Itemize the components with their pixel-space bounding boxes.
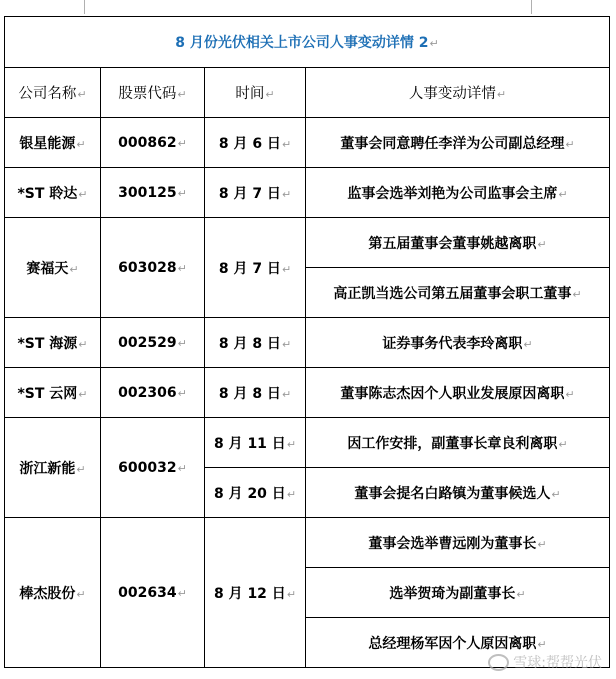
change-date: 8 月 6 日 <box>218 135 281 152</box>
change-detail: 董事会提名白路镇为董事候选人 <box>354 485 551 502</box>
company-name: *ST 云网 <box>17 385 78 402</box>
code-cell <box>101 168 205 218</box>
company-cell <box>5 518 101 668</box>
personnel-table <box>4 16 610 668</box>
company-cell <box>5 318 101 368</box>
paragraph-mark: ↵ <box>286 437 297 451</box>
time-cell <box>205 418 306 468</box>
change-detail: 董事会同意聘任李洋为公司副总经理 <box>340 135 565 152</box>
paragraph-mark: ↵ <box>177 261 187 275</box>
paragraph-mark: ↵ <box>558 187 568 201</box>
title-row <box>5 17 610 68</box>
stock-code: 002634 <box>118 584 177 601</box>
stock-code: 000862 <box>118 134 177 151</box>
company-cell <box>5 218 101 318</box>
table-row <box>5 318 610 368</box>
table-row <box>5 168 610 218</box>
company-name: *ST 海源 <box>17 335 78 352</box>
paragraph-mark: ↵ <box>177 461 187 475</box>
paragraph-mark: ↵ <box>69 262 79 276</box>
paragraph-mark: ↵ <box>523 337 533 351</box>
paragraph-mark: ↵ <box>286 487 297 501</box>
company-cell <box>5 168 101 218</box>
change-date: 8 月 7 日 <box>218 185 281 202</box>
company-cell <box>5 418 101 518</box>
margin-tick <box>84 0 85 14</box>
stock-code: 300125 <box>118 184 177 201</box>
paragraph-mark: ↵ <box>177 586 187 600</box>
change-detail: 总经理杨军因个人原因离职 <box>368 635 537 652</box>
detail-cell <box>306 468 610 518</box>
time-cell <box>205 318 306 368</box>
paragraph-mark: ↵ <box>76 462 86 476</box>
paragraph-mark: ↵ <box>281 262 292 276</box>
header-cell <box>101 68 205 118</box>
paragraph-mark: ↵ <box>78 387 88 401</box>
stock-code: 600032 <box>118 459 177 476</box>
paragraph-mark: ↵ <box>286 587 297 601</box>
paragraph-mark: ↵ <box>265 88 275 101</box>
company-name: 银星能源 <box>19 135 76 152</box>
code-cell <box>101 218 205 318</box>
change-detail: 董事陈志杰因个人职业发展原因离职 <box>340 385 565 402</box>
detail-cell <box>306 368 610 418</box>
paragraph-mark: ↵ <box>76 137 86 151</box>
paragraph-mark: ↵ <box>76 587 86 601</box>
header-time: 时间 <box>235 86 265 102</box>
table-row <box>5 118 610 168</box>
header-cell <box>205 68 306 118</box>
paragraph-mark: ↵ <box>77 88 87 101</box>
change-date: 8 月 8 日 <box>218 385 281 402</box>
change-detail: 第五届董事会董事姚越离职 <box>368 235 537 252</box>
change-detail: 高正凯当选公司第五届董事会职工董事 <box>333 285 572 302</box>
header-cell <box>306 68 610 118</box>
detail-cell <box>306 568 610 618</box>
detail-cell <box>306 418 610 468</box>
time-cell <box>205 218 306 318</box>
detail-cell <box>306 168 610 218</box>
watermark <box>488 652 602 672</box>
paragraph-mark: ↵ <box>78 187 88 201</box>
code-cell <box>101 318 205 368</box>
paragraph-mark: ↵ <box>565 387 575 401</box>
snowball-logo-icon <box>488 654 509 671</box>
header-code: 股票代码 <box>118 86 177 102</box>
change-date: 8 月 11 日 <box>213 435 286 452</box>
change-detail: 选举贺琦为副董事长 <box>389 585 516 602</box>
paragraph-mark: ↵ <box>558 437 568 451</box>
stock-code: 002529 <box>118 334 177 351</box>
table-row <box>5 368 610 418</box>
code-cell <box>101 368 205 418</box>
company-cell <box>5 118 101 168</box>
paragraph-mark: ↵ <box>551 487 561 501</box>
change-detail: 监事会选举刘艳为公司监事会主席 <box>347 185 558 202</box>
table-title: 8 月份光伏相关上市公司人事变动详情 2 <box>175 35 429 51</box>
detail-cell <box>306 318 610 368</box>
change-date: 8 月 8 日 <box>218 335 281 352</box>
time-cell <box>205 518 306 668</box>
code-cell <box>101 118 205 168</box>
change-date: 8 月 12 日 <box>213 585 286 602</box>
time-cell <box>205 118 306 168</box>
header-cell <box>5 68 101 118</box>
company-name: 棒杰股份 <box>19 585 76 602</box>
change-date: 8 月 7 日 <box>218 260 281 277</box>
stock-code: 603028 <box>118 259 177 276</box>
time-cell <box>205 368 306 418</box>
change-detail: 因工作安排，副董事长章良利离职 <box>347 435 558 452</box>
paragraph-mark: ↵ <box>281 137 292 151</box>
change-detail: 董事会选举曹远刚为董事长 <box>368 535 537 552</box>
time-cell <box>205 168 306 218</box>
company-cell <box>5 368 101 418</box>
paragraph-mark: ↵ <box>78 337 88 351</box>
paragraph-mark: ↵ <box>177 336 187 350</box>
stock-code: 002306 <box>118 384 177 401</box>
paragraph-mark: ↵ <box>177 386 187 400</box>
table-row <box>5 518 610 568</box>
paragraph-mark: ↵ <box>281 337 292 351</box>
table-row <box>5 218 610 268</box>
company-name: 赛福天 <box>26 260 69 277</box>
header-row <box>5 68 610 118</box>
paragraph-mark: ↵ <box>177 136 187 150</box>
change-detail: 证券事务代表李玲离职 <box>382 335 523 352</box>
code-cell <box>101 518 205 668</box>
table-row <box>5 418 610 468</box>
paragraph-mark: ↵ <box>281 187 292 201</box>
header-company: 公司名称 <box>18 86 77 102</box>
paragraph-mark: ↵ <box>496 88 507 101</box>
margin-tick <box>531 0 532 14</box>
paragraph-mark: ↵ <box>572 287 582 301</box>
header-detail: 人事变动详情 <box>408 86 496 102</box>
table-title-cell <box>5 17 610 68</box>
paragraph-mark: ↵ <box>537 537 547 551</box>
paragraph-mark: ↵ <box>516 587 526 601</box>
paragraph-mark: ↵ <box>537 237 547 251</box>
company-name: 浙江新能 <box>19 460 76 477</box>
detail-cell <box>306 118 610 168</box>
change-date: 8 月 20 日 <box>213 485 286 502</box>
time-cell <box>205 468 306 518</box>
paragraph-mark: ↵ <box>565 137 575 151</box>
detail-cell <box>306 218 610 268</box>
watermark-text: 雪球:帮帮光伏 <box>513 655 602 671</box>
page-margin-marks <box>0 0 616 16</box>
paragraph-mark: ↵ <box>177 88 187 101</box>
paragraph-mark: ↵ <box>281 387 292 401</box>
code-cell <box>101 418 205 518</box>
paragraph-mark: ↵ <box>429 37 439 50</box>
company-name: *ST 聆达 <box>17 185 78 202</box>
paragraph-mark: ↵ <box>177 186 187 200</box>
paragraph-mark: ↵ <box>537 637 547 651</box>
detail-cell <box>306 518 610 568</box>
detail-cell <box>306 268 610 318</box>
